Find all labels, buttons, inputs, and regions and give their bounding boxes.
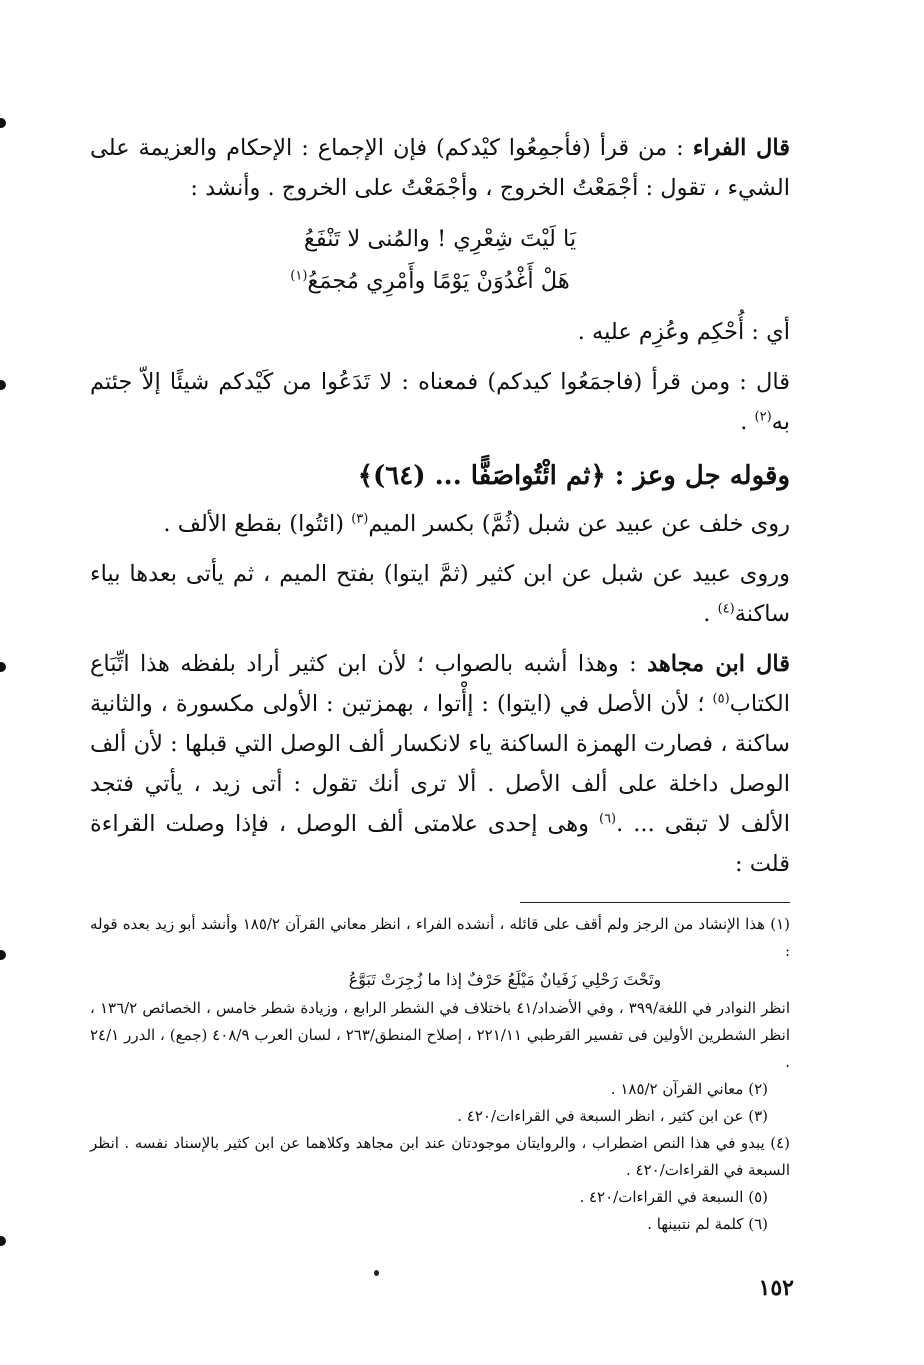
paragraph-text: ؛ لأن الأصل في (ايتوا) : إأْتوا ، بهمزتين : الأولى مكسورة ، والثانية ساكنة ، فصارت الهمزة الساكنة ياء لانكسار ألف الوصل التي قبلها : لأن ألف الوصل داخلة على ألف الأصل . ألا ترى أنك تقول : أتى زيد ، يأتي فتجد الألف لا تبقى ... . — [90, 691, 790, 837]
footnote-3: (٣) عن ابن كثير ، انظر السبعة في القراءات/٤٢٠ . — [457, 1107, 768, 1125]
paragraph-text: : وهذا أشبه بالصواب ؛ لأن ابن كثير أراد بلفظه هذا اتِّبَاع الكتاب — [90, 651, 790, 717]
footnote-divider — [520, 902, 790, 903]
footnote-5: (٥) السبعة في القراءات/٤٢٠ . — [579, 1188, 768, 1206]
paragraph-ubaid — [90, 554, 790, 634]
margin-mark — [0, 950, 6, 960]
ink-dot — [374, 1270, 379, 1276]
footnote-ref: (٥) — [712, 691, 730, 707]
paragraph-khalaf — [90, 504, 790, 544]
paragraph-ibn-mujahid — [90, 644, 790, 884]
page-number: ١٥٢ — [758, 1275, 794, 1301]
poetry-verse — [90, 218, 790, 302]
footnote-6: (٦) كلمة لم نتبينها . — [647, 1215, 768, 1233]
verse-line-1: يَا لَيْتَ شِعْرِي ! والمُنى لا تَنْفَعُ — [303, 226, 577, 252]
paragraph-explanation: أي : أُحْكِم وعُزِم عليه . — [577, 319, 790, 345]
footnote-1: (١) هذا الإنشاد من الرجز ولم أقف على قائله ، أنشده الفراء ، انظر معاني القرآن ١٨٥/٢ وأنشد أبو زيد بعده قوله : — [90, 915, 790, 960]
quran-citation: ﴿ثم ائْتُواصَفًّا ... (٦٤)﴾ — [357, 461, 606, 491]
footnotes — [90, 911, 790, 1238]
paragraph-text: وهى إحدى علامتى ألف الوصل ، فإذا وصلت القراءة قلت : — [90, 811, 790, 877]
speaker-label: قال ابن مجاهد — [647, 651, 791, 677]
footnote-ref: (٣) — [351, 511, 369, 527]
margin-mark — [0, 1236, 6, 1246]
speaker-label: قال الفراء — [692, 135, 790, 161]
footnote-ref: (٢) — [754, 409, 772, 425]
paragraph-text: روى خلف عن عبيد عن شبل (ثُمَّ) بكسر الميم — [368, 511, 790, 537]
paragraph-text: قال : ومن قرأ (فاجمَعُوا كيدكم) فمعناه : لا تَدَعُوا من كَيْدكم شيئًا إلاّ جئتم به — [90, 369, 790, 435]
margin-mark — [0, 662, 6, 672]
paragraph-end: . — [703, 601, 718, 627]
footnote-ref: (٦) — [598, 811, 617, 827]
page-body — [90, 128, 790, 1238]
footnote-1-verse: وتَحْتَ رَحْلِي زَفَيانٌ مَيْلَعُ حَرْفٌ إذا ما زُجِرَتْ تَبَوَّعُ — [348, 970, 662, 989]
verse-line-2 — [90, 260, 790, 302]
paragraph-text: وروى عبيد عن شبل عن ابن كثير (ثمَّ ايتوا) بفتح الميم ، ثم يأتى بعدها بياء ساكنة — [90, 561, 790, 627]
footnote-ref: (٤) — [717, 601, 735, 617]
footnote-4: (٤) يبدو في هذا النص اضطراب ، والروايتان موجودتان عند ابن مجاهد وكلاهما عن ابن كثير بالإسناد نفسه . انظر السبعة في القراءات/٤٢٠ . — [90, 1134, 790, 1179]
paragraph-second-reading — [90, 362, 790, 442]
heading-text: وقوله جل وعز : — [605, 461, 790, 491]
margin-mark — [0, 118, 6, 128]
footnote-1-sources: انظر النوادر في اللغة/٣٩٩ ، وفي الأضداد/٤١ باختلاف في الشطر الرابع ، وزيادة شطر خامس ، الخصائص ١٣٦/٢ ، انظر الشطرين الأولين فى تفسير القرطبي ٢٢١/١١ ، إصلاح المنطق/٢٦٣ ، لسان العرب ٤٠٨/٩ (جمع) ، الدرر ٢٤/١ . — [90, 999, 791, 1071]
verse-heading — [90, 452, 790, 500]
margin-mark — [0, 380, 6, 390]
paragraph-farra — [90, 128, 790, 208]
paragraph-text: : من قرأ (فأجمِعُوا كيْدكم) فإن الإجماع : الإحكام والعزيمة على الشيء ، تقول : أجْمَعْتُ الخروج ، وأجْمَعْتُ على الخروج . وأنشد : — [90, 135, 790, 201]
footnote-2: (٢) معاني القرآن ١٨٥/٢ . — [610, 1080, 768, 1098]
paragraph-text: (ائتُوا) بقطع الألف . — [163, 511, 352, 537]
footnote-ref: (١) — [290, 268, 308, 284]
verse-line-2-text: هَلْ أَغْدُوَنْ يَوْمًا وأَمْرِي مُجمَعُ — [307, 268, 570, 294]
paragraph-end: . — [740, 409, 755, 435]
